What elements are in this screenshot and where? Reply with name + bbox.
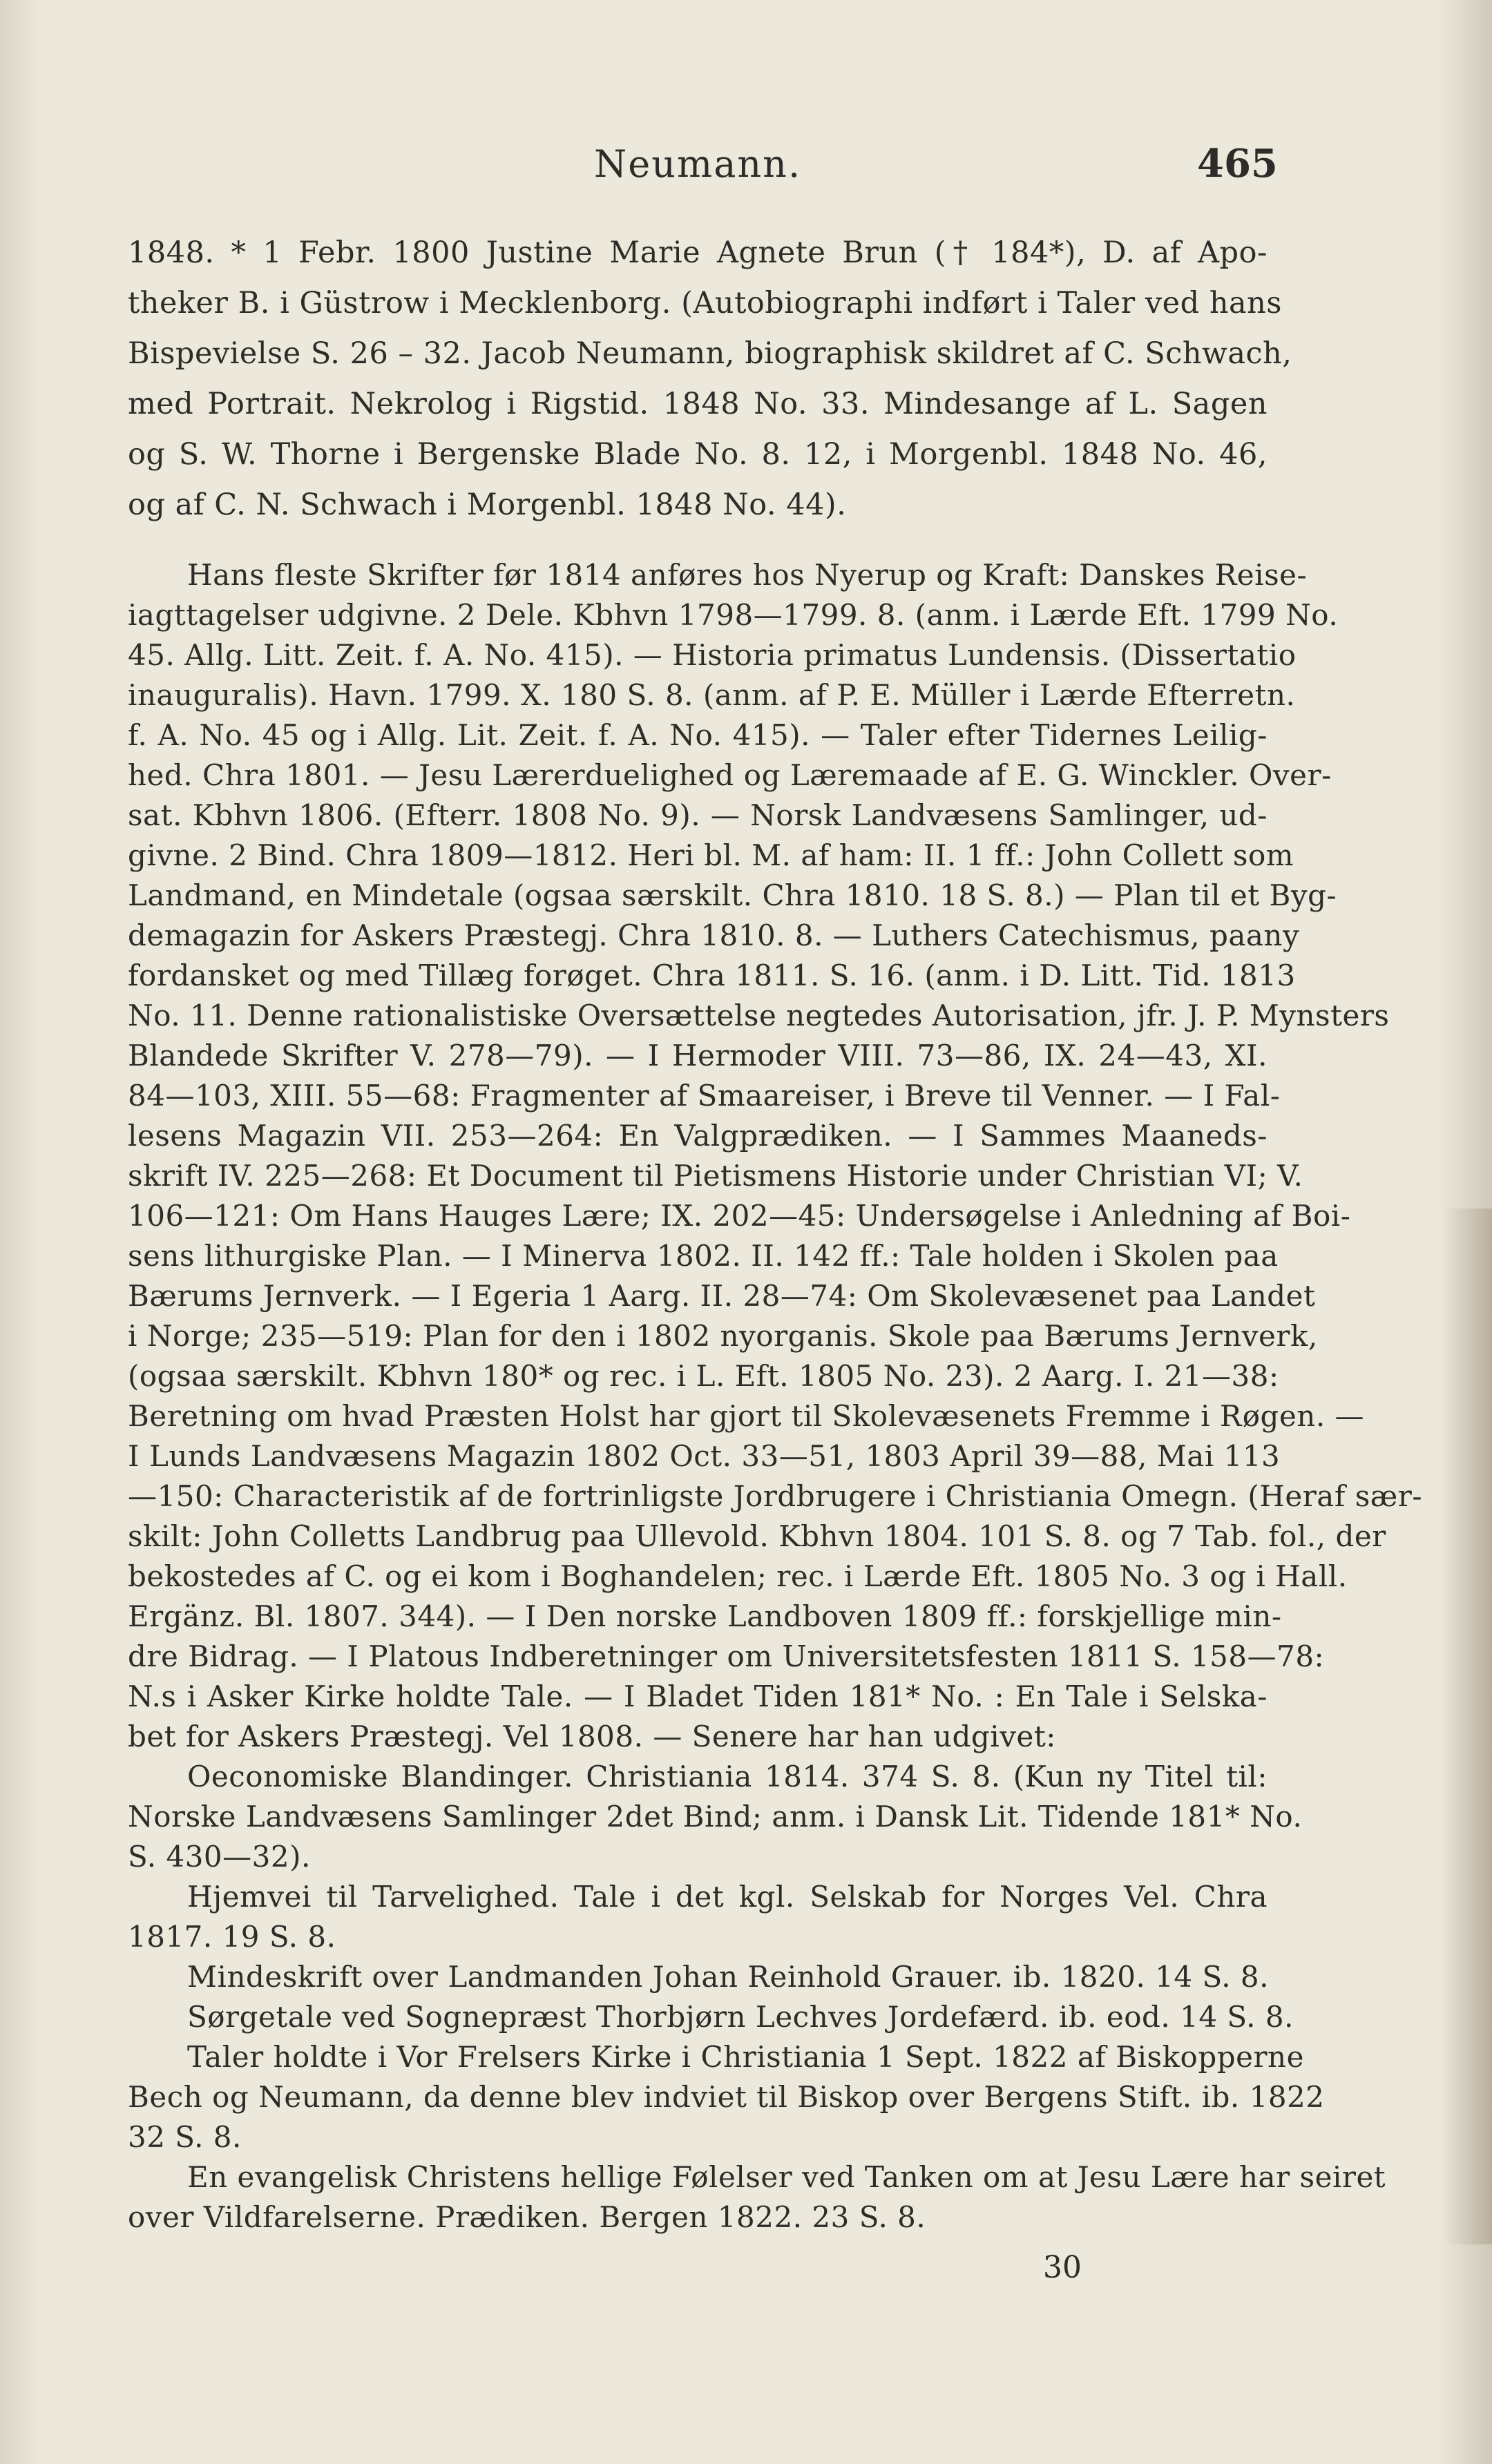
text-line: 1848. * 1 Febr. 1800 Justine Marie Agnete Brun († 184*), D. af Apo- — [128, 235, 1268, 270]
text-line: demagazin for Askers Præstegj. Chra 1810. 8. — Luthers Catechismus, paany — [128, 918, 1300, 952]
text-line: 32 S. 8. — [128, 2120, 242, 2154]
text-line: Landmand, en Mindetale (ogsaa særskilt. Chra 1810. 18 S. 8.) — Plan til et Byg- — [128, 878, 1337, 912]
text-line: sens lithurgiske Plan. — I Minerva 1802. II. 142 ff.: Tale holden i Skolen paa — [128, 1239, 1279, 1273]
text-line: med Portrait. Nekrolog i Rigstid. 1848 No. 33. Mindesange af L. Sagen — [128, 387, 1268, 421]
text-line: fordansket og med Tillæg forøget. Chra 1811. S. 16. (anm. i D. Litt. Tid. 1813 — [128, 959, 1296, 992]
text-line: Bech og Neumann, da denne blev indviet til Biskop over Bergens Stift. ib. 1822 — [128, 2080, 1325, 2114]
text-line: S. 430—32). — [128, 1840, 311, 1874]
text-line: sat. Kbhvn 1806. (Efterr. 1808 No. 9). — Norsk Landvæsens Samlinger, ud- — [128, 798, 1268, 832]
text-line: Bærums Jernverk. — I Egeria 1 Aarg. II. 28—74: Om Skolevæsenet paa Landet — [128, 1279, 1316, 1313]
text-line: givne. 2 Bind. Chra 1809—1812. Heri bl. M. af ham: II. 1 ff.: John Collett som — [128, 838, 1294, 872]
body-text — [128, 228, 1423, 2237]
page-edge-stain — [1444, 1209, 1492, 2244]
page-header — [0, 135, 1492, 198]
running-head: Neumann. — [594, 142, 802, 186]
signature-mark: 30 — [1043, 2250, 1082, 2285]
text-line: bet for Askers Præstegj. Vel 1808. — Senere har han udgivet: — [128, 1720, 1056, 1753]
text-line: I Lunds Landvæsens Magazin 1802 Oct. 33—51, 1803 April 39—88, Mai 113 — [128, 1439, 1281, 1473]
text-line: over Vildfarelserne. Prædiken. Bergen 1822. 23 S. 8. — [128, 2200, 926, 2234]
text-line: No. 11. Denne rationalistiske Oversættelse negtedes Autorisation, jfr. J. P. Mynsters — [128, 999, 1390, 1032]
page-number: 465 — [1197, 141, 1278, 186]
text-line: inauguralis). Havn. 1799. X. 180 S. 8. (anm. af P. E. Müller i Lærde Efterretn. — [128, 678, 1296, 712]
text-line: N.s i Asker Kirke holdte Tale. — I Bladet Tiden 181* No. : En Tale i Selska- — [128, 1679, 1268, 1713]
text-line: —150: Characteristik af de fortrinligste Jordbrugere i Christiania Omegn. (Heraf sær- — [128, 1479, 1423, 1513]
text-line: Sørgetale ved Sognepræst Thorbjørn Lechves Jordefærd. ib. eod. 14 S. 8. — [187, 2000, 1294, 2034]
text-line: (ogsaa særskilt. Kbhvn 180* og rec. i L. Eft. 1805 No. 23). 2 Aarg. I. 21—38: — [128, 1359, 1279, 1393]
text-line: 1817. 19 S. 8. — [128, 1920, 336, 1954]
text-line: Ergänz. Bl. 1807. 344). — I Den norske Landboven 1809 ff.: forskjellige min- — [128, 1599, 1282, 1633]
text-line: En evangelisk Christens hellige Følelser ved Tanken om at Jesu Lære har seiret — [187, 2160, 1386, 2194]
text-line: Norske Landvæsens Samlinger 2det Bind; anm. i Dansk Lit. Tidende 181* No. — [128, 1800, 1303, 1833]
text-line: lesens Magazin VII. 253—264: En Valgprædiken. — I Sammes Maaneds- — [128, 1119, 1268, 1153]
text-line: Beretning om hvad Præsten Holst har gjort til Skolevæsenets Fremme i Røgen. — — [128, 1399, 1365, 1433]
text-line: Hans fleste Skrifter før 1814 anføres hos Nyerup og Kraft: Danskes Reise- — [187, 558, 1308, 592]
text-line: iagttagelser udgivne. 2 Dele. Kbhvn 1798—1799. 8. (anm. i Lærde Eft. 1799 No. — [128, 598, 1339, 632]
text-line: og S. W. Thorne i Bergenske Blade No. 8. 12, i Morgenbl. 1848 No. 46, — [128, 437, 1268, 472]
text-line: og af C. N. Schwach i Morgenbl. 1848 No. 44). — [128, 488, 847, 522]
paragraph-gap — [128, 530, 1268, 555]
text-line: f. A. No. 45 og i Allg. Lit. Zeit. f. A. No. 415). — Taler efter Tidernes Leilig- — [128, 718, 1268, 752]
text-line: Taler holdte i Vor Frelsers Kirke i Christiania 1 Sept. 1822 af Biskopperne — [187, 2040, 1304, 2074]
text-line: hed. Chra 1801. — Jesu Lærerduelighed og Læremaade af E. G. Winckler. Over- — [128, 758, 1332, 792]
text-line: Mindeskrift over Landmanden Johan Reinhold Grauer. ib. 1820. 14 S. 8. — [187, 1960, 1270, 1994]
text-line: skrift IV. 225—268: Et Document til Pietismens Historie under Christian VI; V. — [128, 1159, 1303, 1193]
text-line: 84—103, XIII. 55—68: Fragmenter af Smaareiser, i Breve til Venner. — I Fal- — [128, 1079, 1281, 1113]
text-line: 45. Allg. Litt. Zeit. f. A. No. 415). — Historia primatus Lundensis. (Dissertatio — [128, 638, 1297, 672]
text-line: bekostedes af C. og ei kom i Boghandelen; rec. i Lærde Eft. 1805 No. 3 og i Hall. — [128, 1559, 1348, 1593]
text-line: skilt: John Colletts Landbrug paa Ullevold. Kbhvn 1804. 101 S. 8. og 7 Tab. fol., der — [128, 1519, 1386, 1553]
text-line: Bispevielse S. 26 – 32. Jacob Neumann, biographisk skildret af C. Schwach, — [128, 336, 1292, 371]
text-line: Blandede Skrifter V. 278—79). — I Hermoder VIII. 73—86, IX. 24—43, XI. — [128, 1039, 1268, 1072]
text-line: Hjemvei til Tarvelighed. Tale i det kgl. Selskab for Norges Vel. Chra — [187, 1880, 1268, 1914]
text-line: 106—121: Om Hans Hauges Lære; IX. 202—45: Undersøgelse i Anledning af Boi- — [128, 1199, 1351, 1233]
text-line: theker B. i Güstrow i Mecklenborg. (Autobiographi indført i Taler ved hans — [128, 286, 1282, 320]
text-line: i Norge; 235—519: Plan for den i 1802 nyorganis. Skole paa Bærums Jernverk, — [128, 1319, 1318, 1353]
text-line: Oeconomiske Blandinger. Christiania 1814. 374 S. 8. (Kun ny Titel til: — [187, 1760, 1268, 1793]
text-line: dre Bidrag. — I Platous Indberetninger om Universitetsfesten 1811 S. 158—78: — [128, 1639, 1325, 1673]
